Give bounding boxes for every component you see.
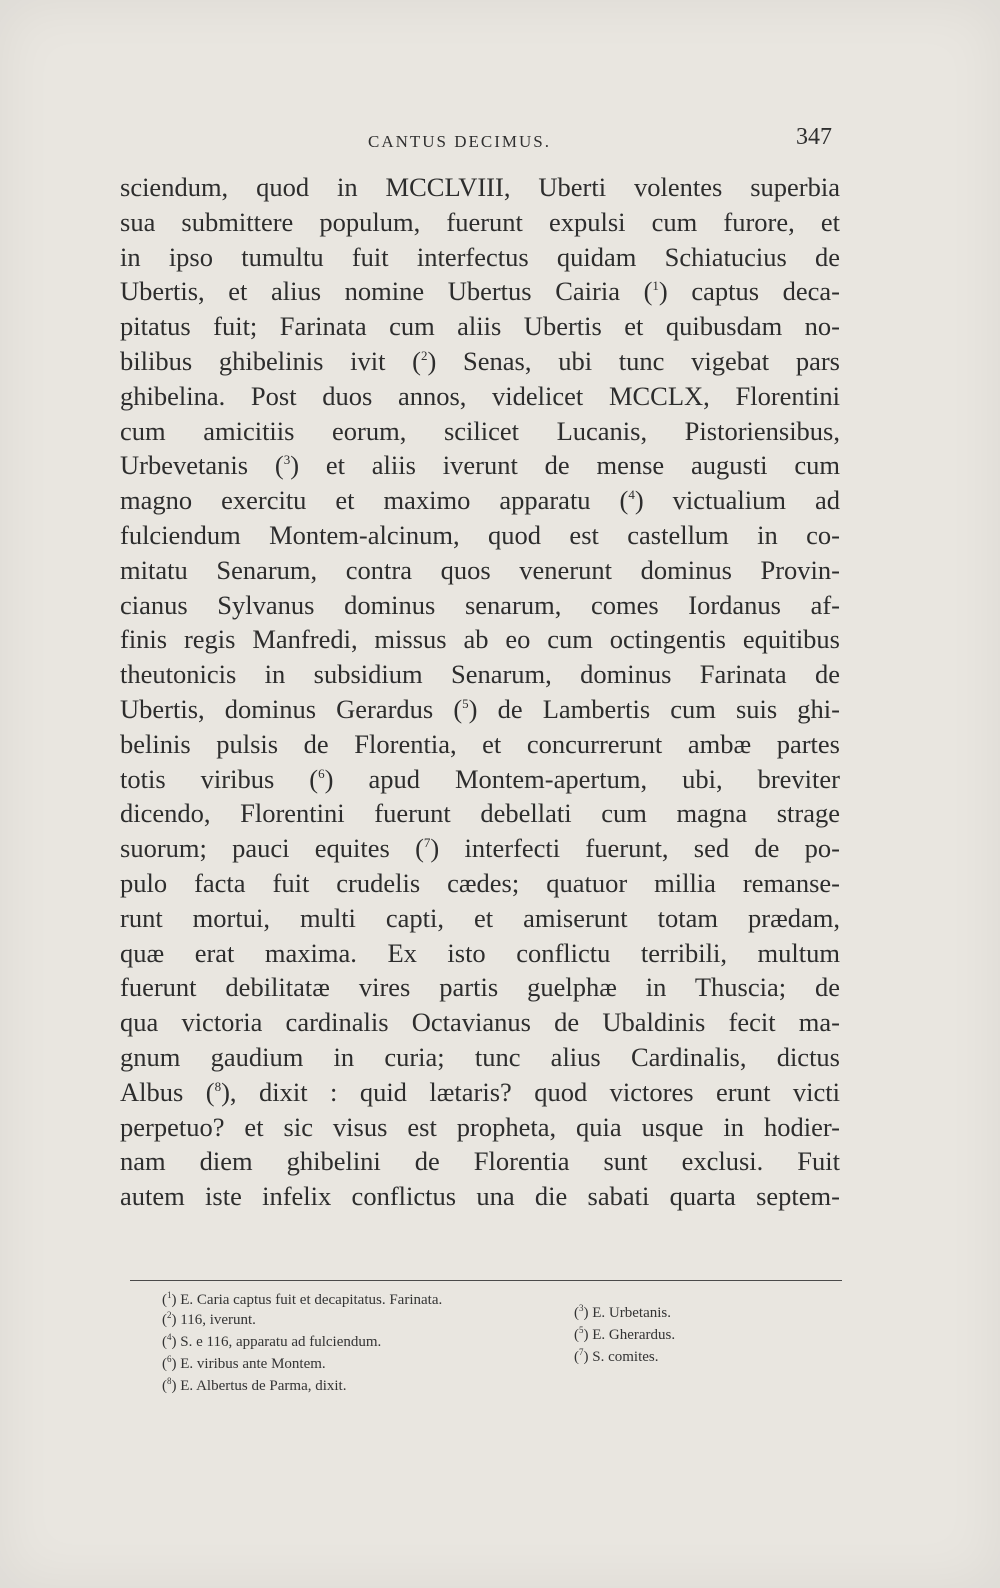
text-line: perpetuo? et sic visus est propheta, quia usque in hodier- [120, 1111, 840, 1142]
footnote-ref: 2 [421, 348, 428, 364]
text-line: quæ erat maxima. Ex isto conflictu terribili, multum [120, 937, 840, 968]
footnote-ref: 4 [628, 487, 635, 503]
text-line: qua victoria cardinalis Octavianus de Ubaldinis fecit ma- [120, 1007, 840, 1038]
running-title: CANTUS DECIMUS. [368, 132, 552, 151]
text-line: fuerunt debilitatæ vires partis guelphæ in Thuscia; de [120, 972, 840, 1003]
footnote-5: ($^5$) E. Gherardus. [574, 1325, 676, 1343]
text-line: mitatu Senarum, contra quos venerunt dominus Provin- [120, 554, 840, 585]
text-line: nam diem ghibelini de Florentia sunt exclusi. Fuit [120, 1146, 840, 1177]
footnote-ref: 7 [423, 835, 431, 851]
text-line: totis viribus ($^6$) apud Montem-apertum, ubi, breviter [120, 763, 840, 794]
text-line: gnum gaudium in curia; tunc alius Cardinalis, dictus [120, 1041, 840, 1072]
footnote-6: ($^6$) E. viribus ante Montem. [162, 1354, 326, 1372]
main-text [120, 170, 840, 1214]
footnote-1: ($^1$) E. Caria captus fuit et decapitatus. Farinata. [162, 1290, 443, 1308]
footnote-ref: 3 [283, 452, 291, 468]
text-line: cianus Sylvanus dominus senarum, comes Iordanus af- [120, 589, 840, 620]
text-line: pitatus fuit; Farinata cum aliis Ubertis et quibusdam no- [120, 311, 840, 342]
footnote-ref: 6 [318, 765, 325, 781]
footnote-3: ($^3$) E. Urbetanis. [574, 1303, 671, 1321]
text-line: cum amicitiis eorum, scilicet Lucanis, Pistoriensibus, [120, 415, 840, 446]
footnote-ref: 5 [462, 696, 469, 712]
footnote-ref: 8 [214, 1078, 222, 1094]
text-line: magno exercitu et maximo apparatu ($^4$) victualium ad [120, 485, 840, 516]
text-line: Ubertis, et alius nomine Ubertus Cairia ($^1$) captus deca- [120, 276, 840, 307]
footnote-rule [130, 1280, 842, 1281]
footnote-8: ($^8$) E. Albertus de Parma, dixit. [162, 1376, 347, 1394]
text-line: autem iste infelix conflictus una die sabati quarta septem- [120, 1181, 840, 1212]
text-line: Ubertis, dominus Gerardus ($^5$) de Lambertis cum suis ghi- [120, 693, 840, 724]
text-line: runt mortui, multi capti, et amiserunt totam prædam, [120, 902, 840, 933]
text-line: theutonicis in subsidium Senarum, dominus Farinata de [120, 659, 840, 690]
text-line: fulciendum Montem-alcinum, quod est castellum in co- [120, 519, 840, 550]
text-line: Urbevetanis ($^3$) et aliis iverunt de mense augusti cum [120, 450, 840, 481]
text-line: finis regis Manfredi, missus ab eo cum octingentis equitibus [120, 624, 840, 655]
footnote-7: ($^7$) S. comites. [574, 1347, 659, 1365]
running-header [128, 124, 840, 154]
text-line: belinis pulsis de Florentia, et concurrerunt ambæ partes [120, 728, 840, 759]
footnote-4: ($^4$) S. e 116, apparatu ad fulciendum. [162, 1332, 382, 1350]
page-number: 347 [796, 124, 832, 150]
text-line: dicendo, Florentini fuerunt debellati cum magna strage [120, 798, 840, 829]
text-line: bilibus ghibelinis ivit ($^2$) Senas, ubi tunc vigebat pars [120, 345, 840, 376]
text-line: ghibelina. Post duos annos, videlicet MCCLX, Florentini [120, 380, 840, 411]
text-line: Albus ($^8$), dixit : quid lætaris? quod victores erunt victi [120, 1076, 841, 1107]
text-line: sua submittere populum, fuerunt expulsi cum furore, et [120, 206, 840, 237]
text-line: in ipso tumultu fuit interfectus quidam Schiatucius de [120, 241, 840, 272]
footnotes [162, 1292, 782, 1422]
text-line: sciendum, quod in MCCLVIII, Uberti volentes superbia [120, 172, 840, 202]
text-line: suorum; pauci equites ($^7$) interfecti fuerunt, sed de po- [120, 833, 840, 864]
footnote-2: ($^2$) 116, iverunt. [162, 1310, 256, 1328]
footnote-ref: 1 [652, 278, 659, 294]
text-line: pulo facta fuit crudelis cædes; quatuor millia remanse- [120, 867, 840, 898]
